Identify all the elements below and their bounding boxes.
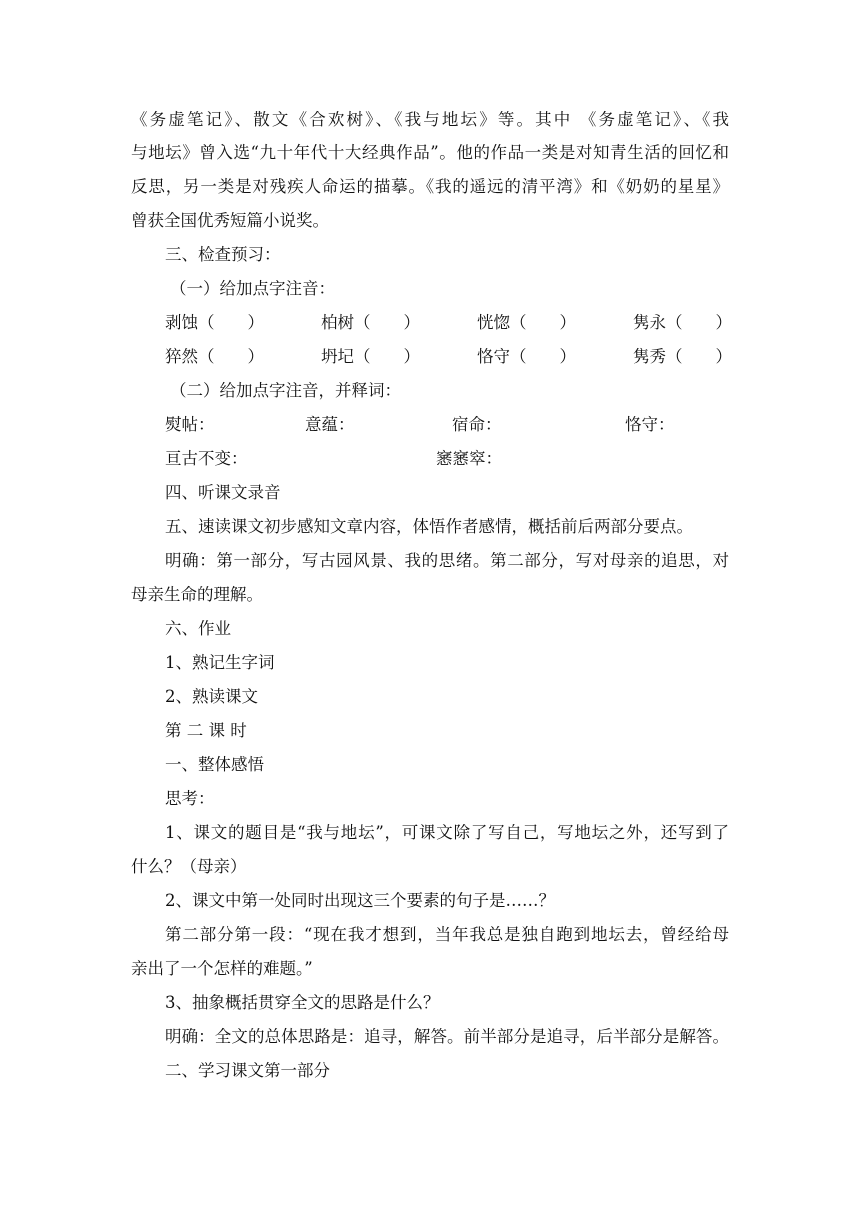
paragraph-line: 《务虚笔记》、散文《合欢树》、《我与地坛》等。其中 《务虚笔记》、《我 <box>131 110 729 129</box>
question-line: 什么？（母亲） <box>131 857 247 876</box>
definition-item: 亘古不变： <box>165 449 248 468</box>
section-heading: 四、听课文录音 <box>165 483 281 502</box>
question-line: 1、课文的题目是“我与地坛”，可课文除了写自己，写地坛之外，还写到了 <box>165 823 729 842</box>
paragraph-line: 明确：全文的总体思路是：追寻，解答。前半部分是追寻，后半部分是解答。 <box>165 1027 729 1046</box>
pinyin-item: 柏树（ ） <box>321 313 420 332</box>
question-line: 2、课文中第一处同时出现这三个要素的句子是……？ <box>165 891 555 910</box>
definition-item: 熨帖： <box>165 415 215 434</box>
paragraph-line: 与地坛》曾入选“九十年代十大经典作品”。他的作品一类是对知青生活的回忆和 <box>131 143 729 162</box>
paragraph-line: 母亲生命的理解。 <box>131 585 263 604</box>
pinyin-item: 猝然（ ） <box>165 347 264 366</box>
section-heading: 二、学习课文第一部分 <box>165 1061 330 1080</box>
definition-item: 意蕴： <box>305 415 355 434</box>
paragraph-line: 亲出了一个怎样的难题。” <box>131 959 313 978</box>
section-heading: 一、整体感悟 <box>165 755 264 774</box>
lesson-title: 第 二 课 时 <box>165 721 247 740</box>
pinyin-item: 恪守（ ） <box>477 347 576 366</box>
section-heading: 五、速读课文初步感知文章内容，体悟作者感情，概括前后两部分要点。 <box>165 517 693 536</box>
pinyin-item: 隽秀（ ） <box>633 347 732 366</box>
definition-item: 窸窸窣： <box>436 449 502 468</box>
paragraph-line: 明确：第一部分，写古园风景、我的思绪。第二部分，写对母亲的追思，对 <box>165 551 729 570</box>
list-item: 2、熟读课文 <box>165 687 258 706</box>
definition-item: 恪守： <box>625 415 675 434</box>
subsection-heading: （一）给加点字注音： <box>170 279 335 298</box>
pinyin-item: 剥蚀（ ） <box>165 313 264 332</box>
section-heading: 三、检查预习： <box>165 245 281 264</box>
paragraph-line: 第二部分第一段：“现在我才想到，当年我总是独自跑到地坛去，曾经给母 <box>165 925 729 944</box>
paragraph-line: 思考： <box>165 789 215 808</box>
paragraph-line: 曾获全国优秀短篇小说奖。 <box>131 211 329 230</box>
question-line: 3、抽象概括贯穿全文的思路是什么？ <box>165 993 440 1012</box>
pinyin-item: 坍圮（ ） <box>321 347 420 366</box>
definition-item: 宿命： <box>452 415 502 434</box>
subsection-heading: （二）给加点字注音，并释词： <box>170 381 401 400</box>
pinyin-item: 恍惚（ ） <box>477 313 576 332</box>
paragraph-line: 反思，另一类是对残疾人命运的描摹。《我的遥远的清平湾》和《奶奶的星星》 <box>131 177 729 196</box>
list-item: 1、熟记生字词 <box>165 653 275 672</box>
section-heading: 六、作业 <box>165 619 231 638</box>
pinyin-item: 隽永（ ） <box>633 313 732 332</box>
